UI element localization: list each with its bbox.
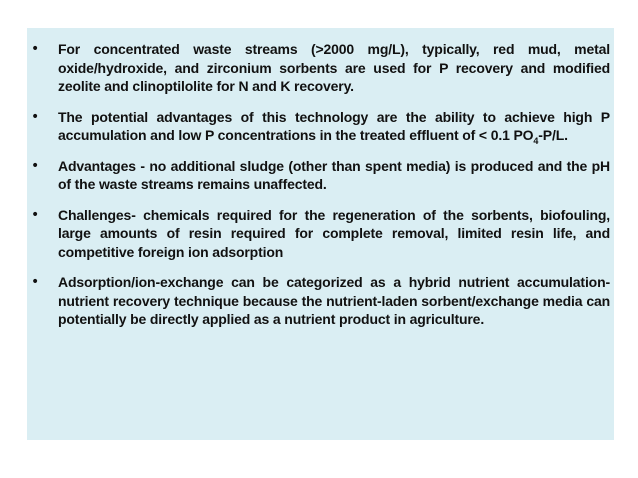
bullet-text: The potential advantages of this technology are the ability to achieve high P accumulation and low P concentrations in the treated effluent of < 0.1 PO (58, 108, 610, 143)
bullet-item-potential-advantages (27, 108, 610, 145)
bullet-icon: • (31, 206, 40, 223)
bullet-list (27, 40, 610, 329)
bullet-item-hybrid-technique (27, 273, 610, 329)
subscript-text: 4 (533, 135, 539, 146)
bullet-item-challenges (27, 206, 610, 262)
bullet-icon: • (31, 41, 40, 57)
bullet-text-suffix: -P/L. (538, 127, 568, 143)
content-panel (27, 28, 614, 440)
bullet-icon: • (31, 157, 40, 174)
bullet-icon: • (31, 108, 40, 125)
bullet-item-advantages (27, 157, 610, 194)
bullet-item-concentrated-streams (27, 40, 610, 96)
bullet-text: For concentrated waste streams (>2000 mg/L), typically, red mud, metal oxide/hydroxide, and zirconium sorbents are used for P recovery and modified zeolite and clinoptilolite for N and K recovery. (58, 41, 610, 94)
bullet-text: Adsorption/ion-exchange can be categorized as a hybrid nutrient accumulation-nutrient recovery technique because the nutrient-laden sorbent/exchange media can potentially be directly applied as a nutrient product in agriculture. (58, 274, 610, 327)
bullet-text: Advantages - no additional sludge (other than spent media) is produced and the pH of the waste streams remains unaffected. (58, 157, 610, 192)
bullet-text: Challenges- chemicals required for the regeneration of the sorbents, biofouling, large amounts of resin required for complete removal, limited resin life, and competitive foreign ion adsorption (58, 206, 610, 260)
bullet-icon: • (31, 274, 40, 290)
